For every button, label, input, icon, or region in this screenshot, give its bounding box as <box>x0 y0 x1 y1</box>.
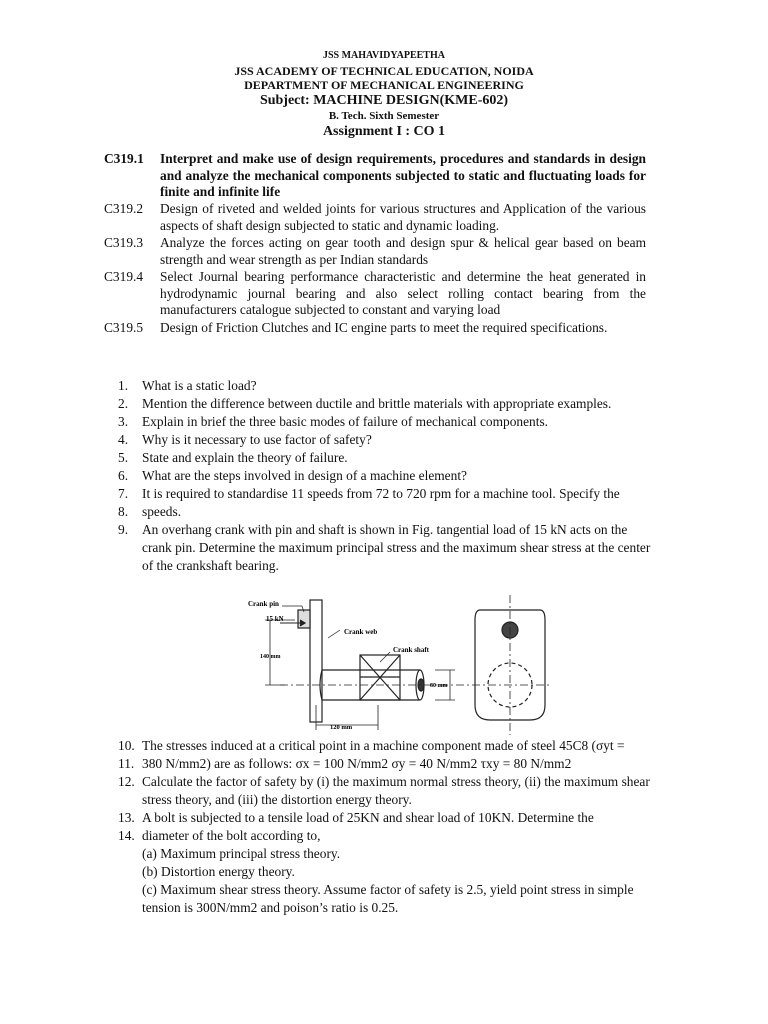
question-number: 6. <box>118 468 129 483</box>
question-number: 7. <box>118 486 129 501</box>
course-outcome-text: Design of Friction Clutches and IC engine parts to meet the required specifications. <box>160 320 608 335</box>
question-text: Why is it necessary to use factor of safety? <box>142 432 372 447</box>
question-text: State and explain the theory of failure. <box>142 450 348 465</box>
crank-web-plate <box>310 600 322 722</box>
sub-question: (c) Maximum shear stress theory. Assume factor of safety is 2.5, yield point stress in simple <box>142 882 634 897</box>
question-item <box>118 503 698 521</box>
question-item <box>118 737 698 755</box>
question-number: 14. <box>118 828 135 843</box>
question-item <box>118 431 698 449</box>
course-outcome-text: Analyze the forces acting on gear tooth and design spur & helical gear based on beam strength and wear strength as per Indian standards <box>160 235 646 267</box>
academy-name: JSS ACADEMY OF TECHNICAL EDUCATION, NOIDA <box>234 64 534 78</box>
crank-figure <box>240 590 570 740</box>
question-text: It is required to standardise 11 speeds from 72 to 720 rpm for a machine tool. Specify the <box>142 486 620 501</box>
question-number: 12. <box>118 774 135 789</box>
question-number: 1. <box>118 378 129 393</box>
question-continuation: of the crankshaft bearing. <box>142 558 279 573</box>
question-item <box>118 485 698 503</box>
label-crank-pin: Crank pin <box>248 600 279 608</box>
course-outcome-code: C319.4 <box>104 269 144 284</box>
label-dim-120: 120 mm <box>330 724 353 731</box>
question-text: A bolt is subjected to a tensile load of 25KN and shear load of 10KN. Determine the <box>142 810 594 825</box>
department-name: DEPARTMENT OF MECHANICAL ENGINEERING <box>244 78 524 92</box>
sub-question: (b) Distortion energy theory. <box>142 864 295 879</box>
course-outcome <box>104 151 646 201</box>
question-item <box>118 413 698 431</box>
question-item <box>118 521 698 539</box>
course-outcome-text: Design of riveted and welded joints for various structures and Application of the various aspects of shaft design subjected to static and dynamic loading. <box>160 201 646 233</box>
question-number: 9. <box>118 522 129 537</box>
question-number: 8. <box>118 504 129 519</box>
question-continuation: tension is 300N/mm2 and poison’s ratio is 0.25. <box>142 900 399 915</box>
question-number: 5. <box>118 450 129 465</box>
subject-title: Subject: MACHINE DESIGN(KME-602) <box>259 93 509 108</box>
question-text: What are the steps involved in design of a machine element? <box>142 468 467 483</box>
question-item <box>118 809 698 827</box>
question-text: speeds. <box>142 504 182 519</box>
question-text: An overhang crank with pin and shaft is shown in Fig. tangential load of 15 kN acts on the <box>142 522 628 537</box>
question-number: 11. <box>118 756 135 771</box>
label-load: 15 kN <box>266 615 284 623</box>
course-outcome-code: C319.2 <box>104 201 144 216</box>
question-text: Calculate the factor of safety by (i) the maximum normal stress theory, (ii) the maximum shear <box>142 774 650 789</box>
question-item <box>118 449 698 467</box>
question-number: 4. <box>118 432 129 447</box>
question-number: 2. <box>118 396 129 411</box>
course-outcome <box>104 235 646 268</box>
label-dim-80: 80 mm <box>430 683 448 689</box>
label-crank-web: Crank web <box>344 628 378 636</box>
question-item <box>118 755 698 773</box>
question-item <box>118 827 698 845</box>
institution-name: JSS MAHAVIDYAPEETHA <box>323 50 445 61</box>
course-outcome-text: Select Journal bearing performance characteristic and determine the heat generated in hydrodynamic journal bearing and also select rolling contact bearing from the manufacturers catalogue subjected to constant and varying load <box>160 269 646 317</box>
question-text: Mention the difference between ductile and brittle materials with appropriate examples. <box>142 396 612 411</box>
course-outcome-code: C319.1 <box>104 151 144 166</box>
question-text: Explain in brief the three basic modes of failure of mechanical components. <box>142 414 549 429</box>
question-text: The stresses induced at a critical point in a machine component made of steel 45C8 (σyt = <box>142 738 625 753</box>
question-item <box>118 467 698 485</box>
assignment-title: Assignment I : CO 1 <box>322 124 446 139</box>
question-continuation: stress theory, and (iii) the distortion energy theory. <box>142 792 412 807</box>
sub-question: (a) Maximum principal stress theory. <box>142 846 341 861</box>
question-number: 3. <box>118 414 129 429</box>
question-text: diameter of the bolt according to, <box>142 828 321 843</box>
question-text: 380 N/mm2) are as follows: σx = 100 N/mm2 σy = 40 N/mm2 τxy = 80 N/mm2 <box>142 756 572 771</box>
course-outcome-code: C319.5 <box>104 320 144 335</box>
course-outcome <box>104 320 646 337</box>
label-crank-shaft: Crank shaft <box>393 646 429 654</box>
question-item <box>118 773 698 791</box>
course-outcome-code: C319.3 <box>104 235 144 250</box>
question-number: 10. <box>118 738 135 753</box>
question-number: 13. <box>118 810 135 825</box>
question-continuation: crank pin. Determine the maximum principal stress and the maximum shear stress at the center <box>142 540 651 555</box>
course-outcome <box>104 269 646 319</box>
course-outcome-text: Interpret and make use of design requirements, procedures and standards in design and analyze the mechanical components subjected to static and fluctuating loads for finite and infinite life <box>160 151 646 199</box>
question-item <box>118 377 698 395</box>
question-text: What is a static load? <box>142 378 257 393</box>
semester-label: B. Tech. Sixth Semester <box>328 110 440 122</box>
question-item <box>118 395 698 413</box>
label-dim-140: 140 mm <box>260 654 281 660</box>
course-outcome <box>104 201 646 234</box>
